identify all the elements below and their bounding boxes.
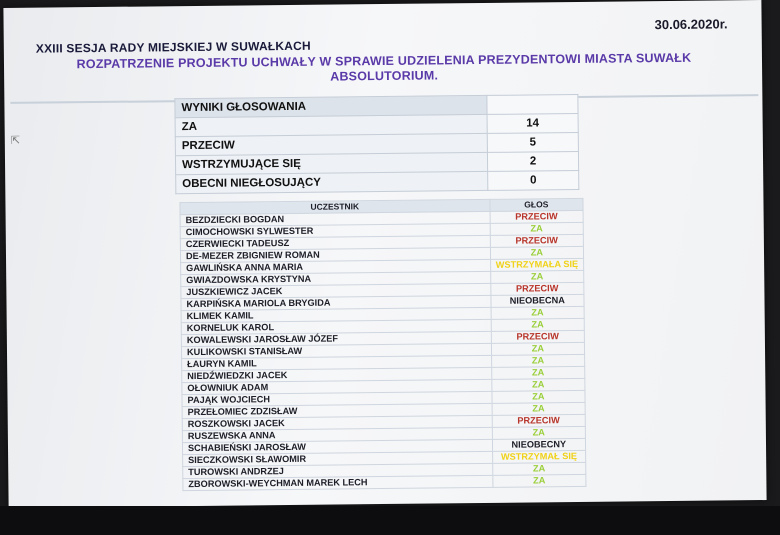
participant-vote: ZA (491, 306, 584, 319)
participant-vote: ZA (492, 390, 585, 403)
session-date: 30.06.2020r. (654, 16, 728, 33)
participant-vote: ZA (490, 246, 583, 259)
vote-column-header: GŁOS (490, 198, 583, 211)
participant-vote: PRZECIW (492, 414, 585, 427)
participant-vote: PRZECIW (490, 210, 583, 223)
participant-vote: NIEOBECNY (492, 438, 585, 451)
participant-vote: PRZECIW (491, 330, 584, 343)
participant-vote: ZA (490, 270, 583, 283)
participant-name: KLIMEK KAMIL (181, 307, 491, 322)
results-label: OBECNI NIEGŁOSUJĄCY (176, 171, 488, 193)
voting-results-summary (174, 94, 579, 194)
participant-name: GAWLIŃSKA ANNA MARIA (181, 259, 491, 274)
results-label: ZA (175, 114, 487, 136)
individual-votes-table (179, 198, 586, 491)
participant-vote: ZA (492, 462, 585, 475)
participant-vote: WSTRZYMAŁA SIĘ (490, 258, 583, 271)
participant-name: TUROWSKI ANDRZEJ (183, 463, 493, 478)
mouse-pointer-icon: ⇱ (10, 134, 21, 147)
subject-line-1: ROZPATRZENIE PROJEKTU UCHWAŁY W SPRAWIE UDZIELENIA PREZYDENTOWI MIASTA SUWAŁK (76, 50, 692, 72)
subject-line-2: ABSOLUTORIUM. (330, 68, 439, 84)
participant-name: ŁAURYN KAMIL (182, 355, 492, 370)
participant-name: PRZEŁOMIEC ZDZISŁAW (182, 403, 492, 418)
results-title: WYNIKI GŁOSOWANIA (175, 95, 487, 117)
participant-name: PAJĄK WOJCIECH (182, 391, 492, 406)
results-value: 0 (488, 170, 579, 190)
screen-bezel (0, 506, 780, 535)
participant-vote: ZA (491, 342, 584, 355)
results-label: PRZECIW (175, 133, 487, 155)
participant-name: CIMOCHOWSKI SYLWESTER (180, 223, 490, 238)
participant-vote: ZA (491, 366, 584, 379)
participant-vote: NIEOBECNA (491, 294, 584, 307)
participant-name: ZBOROWSKI-WEYCHMAN MAREK LECH (183, 475, 493, 490)
header (10, 14, 759, 104)
participant-vote: WSTRZYMAŁ SIĘ (492, 450, 585, 463)
participant-name: ROSZKOWSKI JACEK (182, 415, 492, 430)
participant-name: NIEDŹWIEDZKI JACEK (182, 367, 492, 382)
participant-name: JUSZKIEWICZ JACEK (181, 283, 491, 298)
participant-name: KARPIŃSKA MARIOLA BRYGIDA (181, 295, 491, 310)
participant-vote: PRZECIW (490, 282, 583, 295)
participant-vote: ZA (492, 474, 585, 487)
participant-name: KOWALEWSKI JAROSŁAW JÓZEF (181, 331, 491, 346)
participant-vote: ZA (491, 378, 584, 391)
projector-screen (3, 0, 766, 508)
results-value: 14 (487, 113, 578, 133)
participant-name: SCHABIEŃSKI JAROSŁAW (182, 439, 492, 454)
participant-vote: ZA (491, 354, 584, 367)
votes-body (180, 210, 586, 490)
participant-name: OŁOWNIUK ADAM (182, 379, 492, 394)
participant-name: RUSZEWSKA ANNA (182, 427, 492, 442)
participant-name: GWIAZDOWSKA KRYSTYNA (181, 271, 491, 286)
resolution-subject (50, 51, 718, 88)
results-value: 2 (487, 151, 578, 171)
participant-name: KORNELUK KAROL (181, 319, 491, 334)
results-row-present-not-voting (176, 170, 579, 193)
participant-name: SIECZKOWSKI SŁAWOMIR (183, 451, 493, 466)
participant-vote: ZA (492, 402, 585, 415)
participant-vote: PRZECIW (490, 234, 583, 247)
participant-vote: ZA (492, 426, 585, 439)
participant-name: BEZDZIECKI BOGDAN (180, 211, 490, 226)
participant-vote: ZA (490, 222, 583, 235)
results-label: WSTRZYMUJĄCE SIĘ (175, 152, 487, 174)
results-value: 5 (487, 132, 578, 152)
participant-column-header: UCZESTNIK (180, 199, 490, 214)
session-title: XXIII SESJA RADY MIEJSKIEJ W SUWAŁKACH (35, 38, 311, 56)
participant-vote: ZA (491, 318, 584, 331)
participant-name: KULIKOWSKI STANISŁAW (181, 343, 491, 358)
participant-name: DE-MEZER ZBIGNIEW ROMAN (180, 247, 490, 262)
participant-name: CZERWIECKI TADEUSZ (180, 235, 490, 250)
results-header-value-cell (487, 94, 578, 114)
